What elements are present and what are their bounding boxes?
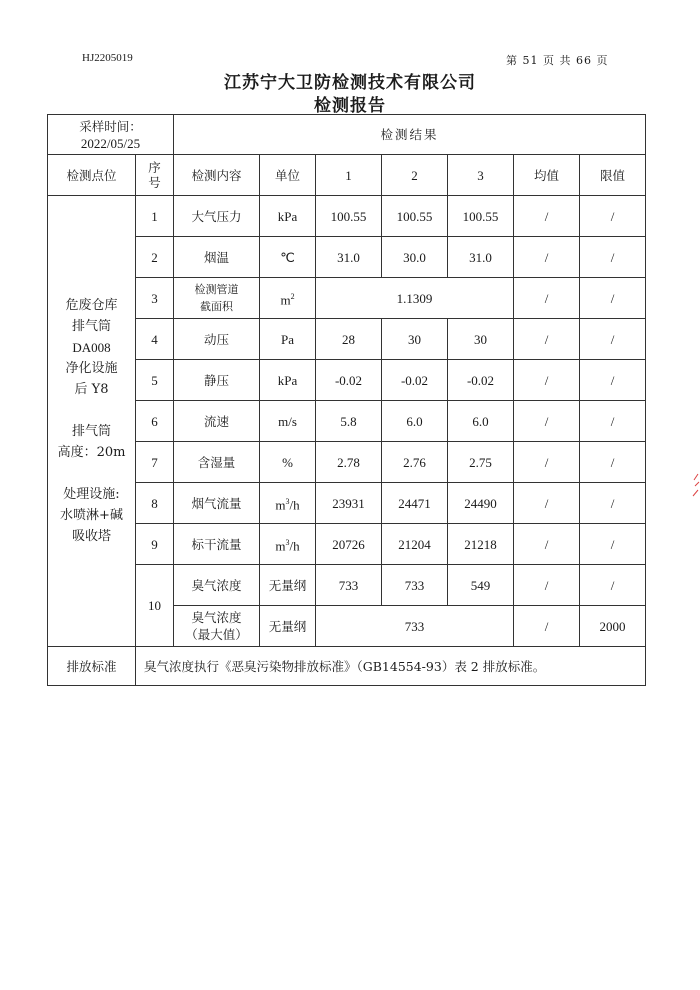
avg-cell: / (514, 483, 580, 524)
standard-text: 臭气浓度执行《恶臭污染物排放标准》（GB14554-93）表 2 排放标准。 (136, 647, 646, 686)
table-row (48, 565, 646, 606)
value-1-cell: 31.0 (316, 237, 382, 278)
unit-cell: 无量纲 (260, 565, 316, 606)
unit-cell: % (260, 442, 316, 483)
col-3-header: 3 (448, 155, 514, 196)
limit-cell: / (580, 565, 646, 606)
point-line: DA008 (72, 340, 111, 355)
table-row (48, 278, 646, 319)
item-cell: 流速 (174, 401, 260, 442)
col-seq-header: 序号 (136, 155, 174, 196)
sampling-time-cell (48, 115, 174, 155)
unit-cell: Pa (260, 319, 316, 360)
col-unit-header: 单位 (260, 155, 316, 196)
col-limit-header: 限值 (580, 155, 646, 196)
unit-sup: 3 (285, 537, 290, 547)
value-3-cell: 31.0 (448, 237, 514, 278)
point-line: 排气筒 (71, 424, 111, 439)
sampling-point-cell (48, 196, 136, 647)
seq-cell: 7 (136, 442, 174, 483)
item-line: 检测管道 (194, 283, 239, 296)
table-row (48, 360, 646, 401)
value-3-cell: 21218 (448, 524, 514, 565)
item-cell: 标干流量 (174, 524, 260, 565)
report-title: 检测报告 (314, 96, 386, 116)
value-3-cell: 6.0 (448, 401, 514, 442)
unit-cell: kPa (260, 360, 316, 401)
results-table (47, 114, 646, 686)
item-line: 截面积 (200, 300, 234, 313)
item-cell: 静压 (174, 360, 260, 401)
limit-cell: / (580, 319, 646, 360)
sampling-time-label: 采样时间： (79, 118, 142, 134)
unit-cell (260, 524, 316, 565)
item-cell: 烟气流量 (174, 483, 260, 524)
value-1-cell: -0.02 (316, 360, 382, 401)
page-number: 第 51 页 共 66 页 (506, 54, 609, 67)
point-line: 高度：20m (57, 445, 126, 460)
unit-base: m (280, 292, 291, 308)
value-2-cell: 733 (382, 565, 448, 606)
limit-cell: / (580, 483, 646, 524)
item-cell: 动压 (174, 319, 260, 360)
avg-cell: / (514, 278, 580, 319)
seq-cell: 6 (136, 401, 174, 442)
item-line: （最大值） (185, 627, 248, 642)
value-2-cell: 6.0 (382, 401, 448, 442)
col-1-header: 1 (316, 155, 382, 196)
value-2-cell: -0.02 (382, 360, 448, 401)
limit-cell: / (580, 196, 646, 237)
avg-cell: / (514, 196, 580, 237)
value-1-cell: 20726 (316, 524, 382, 565)
unit-cell (260, 483, 316, 524)
col-item-header: 检测内容 (174, 155, 260, 196)
limit-cell: / (580, 401, 646, 442)
merged-value-cell: 1.1309 (316, 278, 514, 319)
limit-cell: / (580, 442, 646, 483)
sampling-time-row (48, 115, 646, 155)
point-line (50, 400, 133, 421)
seq-cell: 9 (136, 524, 174, 565)
seq-cell: 1 (136, 196, 174, 237)
value-1-cell: 5.8 (316, 401, 382, 442)
avg-cell: / (514, 237, 580, 278)
seq-cell: 2 (136, 237, 174, 278)
unit-cell (260, 278, 316, 319)
limit-cell: 2000 (580, 606, 646, 647)
unit-cell: kPa (260, 196, 316, 237)
unit-cell: 无量纲 (260, 606, 316, 647)
value-3-cell: 30 (448, 319, 514, 360)
limit-cell: / (580, 237, 646, 278)
col-avg-header: 均值 (514, 155, 580, 196)
value-3-cell: 549 (448, 565, 514, 606)
unit-tail: /h (289, 497, 300, 513)
avg-cell: / (514, 360, 580, 401)
value-1-cell: 28 (316, 319, 382, 360)
point-line (50, 463, 133, 484)
value-3-cell: 100.55 (448, 196, 514, 237)
item-cell: 臭气浓度 (174, 565, 260, 606)
value-2-cell: 2.76 (382, 442, 448, 483)
avg-cell: / (514, 319, 580, 360)
unit-base: m (275, 497, 286, 513)
point-line: 处理设施: (63, 487, 120, 502)
column-header-row (48, 155, 646, 196)
organization-name: 江苏宁大卫防检测技术有限公司 (224, 73, 476, 93)
merged-value-cell: 733 (316, 606, 514, 647)
value-2-cell: 30.0 (382, 237, 448, 278)
seq-cell: 5 (136, 360, 174, 401)
item-line: 臭气浓度 (191, 610, 242, 625)
item-cell: 大气压力 (174, 196, 260, 237)
point-line: 吸收塔 (71, 529, 111, 544)
value-3-cell: 2.75 (448, 442, 514, 483)
binding-edge-mark-icon (690, 472, 700, 502)
point-line: 水喷淋+碱 (60, 508, 123, 523)
col-2-header: 2 (382, 155, 448, 196)
unit-sup: 3 (285, 496, 290, 506)
value-1-cell: 23931 (316, 483, 382, 524)
item-cell: 含湿量 (174, 442, 260, 483)
avg-cell: / (514, 606, 580, 647)
standard-label: 排放标准 (48, 647, 136, 686)
item-cell (174, 278, 260, 319)
col-point-header: 检测点位 (48, 155, 136, 196)
standard-row (48, 647, 646, 686)
sampling-date: 2022/05/25 (80, 135, 141, 151)
table-row (48, 319, 646, 360)
item-cell (174, 606, 260, 647)
value-1-cell: 733 (316, 565, 382, 606)
value-2-cell: 30 (382, 319, 448, 360)
value-2-cell: 24471 (382, 483, 448, 524)
avg-cell: / (514, 401, 580, 442)
unit-cell: m/s (260, 401, 316, 442)
table-row (48, 483, 646, 524)
limit-cell: / (580, 278, 646, 319)
table-row (48, 524, 646, 565)
avg-cell: / (514, 524, 580, 565)
unit-tail: /h (289, 538, 300, 554)
point-line: 净化设施 (65, 361, 118, 376)
seq-cell: 4 (136, 319, 174, 360)
point-line: 危废仓库 (65, 298, 118, 313)
unit-cell: ℃ (260, 237, 316, 278)
seq-cell: 8 (136, 483, 174, 524)
value-1-cell: 2.78 (316, 442, 382, 483)
report-code: HJ2205019 (82, 52, 133, 64)
limit-cell: / (580, 524, 646, 565)
results-header: 检测结果 (174, 115, 646, 155)
unit-sup: 2 (290, 291, 295, 301)
value-1-cell: 100.55 (316, 196, 382, 237)
table-row (48, 401, 646, 442)
point-line: 后 Y8 (74, 382, 109, 397)
avg-cell: / (514, 565, 580, 606)
value-2-cell: 21204 (382, 524, 448, 565)
seq-cell: 10 (136, 565, 174, 647)
point-line: 排气筒 (71, 319, 111, 334)
value-3-cell: 24490 (448, 483, 514, 524)
table-row (48, 196, 646, 237)
seq-cell: 3 (136, 278, 174, 319)
item-cell: 烟温 (174, 237, 260, 278)
avg-cell: / (514, 442, 580, 483)
table-row (48, 237, 646, 278)
value-2-cell: 100.55 (382, 196, 448, 237)
table-row (48, 442, 646, 483)
value-3-cell: -0.02 (448, 360, 514, 401)
unit-base: m (275, 538, 286, 554)
limit-cell: / (580, 360, 646, 401)
